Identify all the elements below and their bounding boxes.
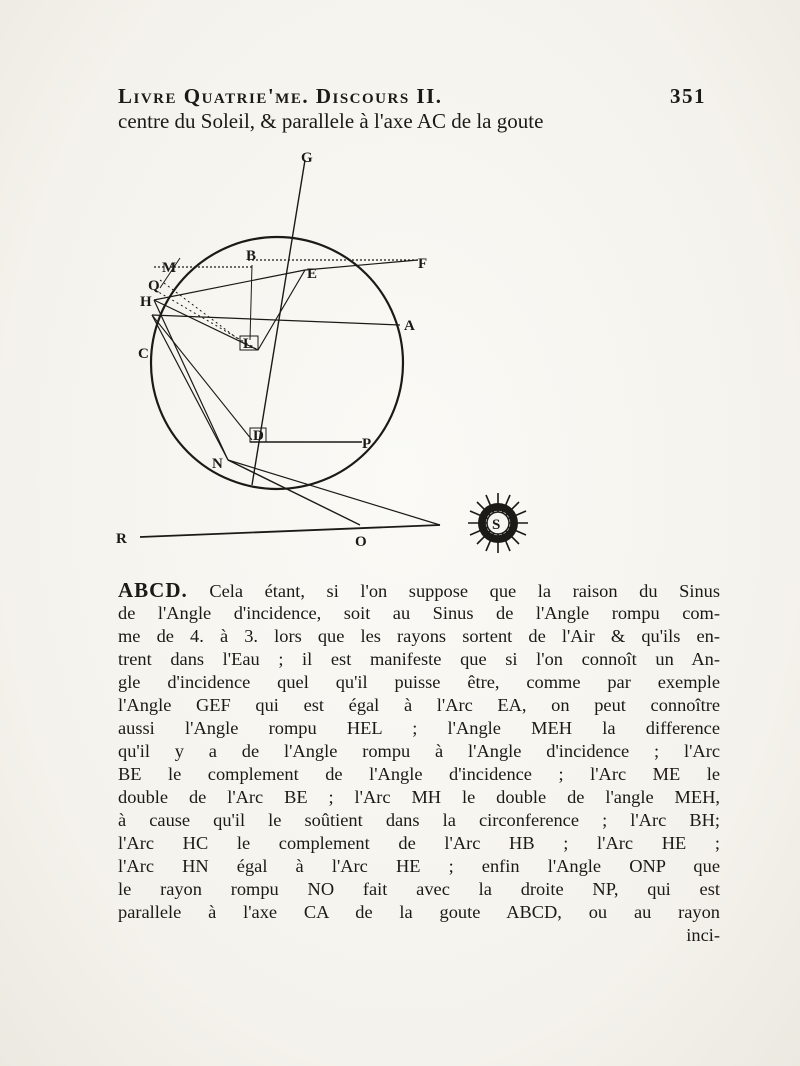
label-s: S [492, 517, 501, 533]
text-line: ABCD. Cela étant, si l'on suppose que la raison du Sinus [118, 578, 720, 602]
ray-ro [140, 525, 440, 537]
label-p: P [362, 436, 372, 452]
text-line: gle d'incidence quel qu'il puisse être, comme par exemple [118, 672, 720, 692]
label-g: G [301, 150, 313, 166]
chord-c2 [152, 315, 252, 440]
chord-el [258, 270, 305, 350]
label-n: N [212, 456, 223, 472]
label-a: A [404, 318, 415, 334]
axis-ca [152, 315, 400, 325]
label-f: F [418, 256, 428, 272]
text-line: qu'il y a de l'Angle rompu à l'Angle d'incidence ; l'Arc [118, 741, 720, 761]
label-b: B [246, 248, 257, 264]
text-line: trent dans l'Eau ; il est manifeste que si l'on connoît un An- [118, 649, 720, 669]
text-line: le rayon rompu NO fait avec la droite NP, qui est [118, 879, 720, 899]
figure-reference: ABCD. [118, 578, 188, 602]
raindrop-refraction-diagram [100, 140, 540, 560]
text-line: parallele à l'axe CA de la goute ABCD, ou au rayon [118, 902, 720, 922]
label-m: M [162, 260, 177, 276]
text-line: à cause qu'il le soûtient dans la circonference ; l'Arc BH; [118, 810, 720, 830]
page-number: 351 [670, 84, 706, 108]
line-b [250, 265, 252, 340]
catchword: inci- [686, 925, 720, 945]
label-d: D [253, 428, 264, 444]
label-e: E [307, 266, 318, 282]
label-l: L [243, 336, 254, 352]
text-line: double de l'Arc BE ; l'Arc MH le double de l'angle MEH, [118, 787, 720, 807]
label-r: R [116, 531, 127, 547]
chord-cn [152, 315, 228, 460]
chord-hn [154, 300, 228, 460]
text-line: l'Angle GEF qui est égal à l'Arc EA, on peut connoître [118, 695, 720, 715]
intro-line: centre du Soleil, & parallele à l'axe AC de la goute [118, 109, 544, 133]
label-o: O [355, 534, 367, 550]
label-h: H [140, 294, 152, 310]
text-line: BE le complement de l'Angle d'incidence ; l'Arc ME le [118, 764, 720, 784]
label-q: Q [148, 278, 160, 294]
label-c: C [138, 346, 149, 362]
running-title: Livre Quatrie'me. Discours II. [118, 84, 443, 108]
running-header [118, 84, 708, 109]
diagram-svg [100, 140, 540, 560]
text-line: me de 4. à 3. lors que les rayons sortent de l'Air & qu'ils en- [118, 626, 720, 646]
text-line: aussi l'Angle rompu HEL ; l'Angle MEH la difference [118, 718, 720, 738]
text-line: l'Arc HC le complement de l'Arc HB ; l'Arc HE ; [118, 833, 720, 853]
ray-no2 [228, 460, 440, 525]
text-line: l'Arc HN égal à l'Arc HE ; enfin l'Angle ONP que [118, 856, 720, 876]
text-line: de l'Angle d'incidence, soit au Sinus de l'Angle rompu com- [118, 603, 720, 623]
body-paragraph [118, 579, 720, 947]
ray-no [228, 460, 360, 525]
